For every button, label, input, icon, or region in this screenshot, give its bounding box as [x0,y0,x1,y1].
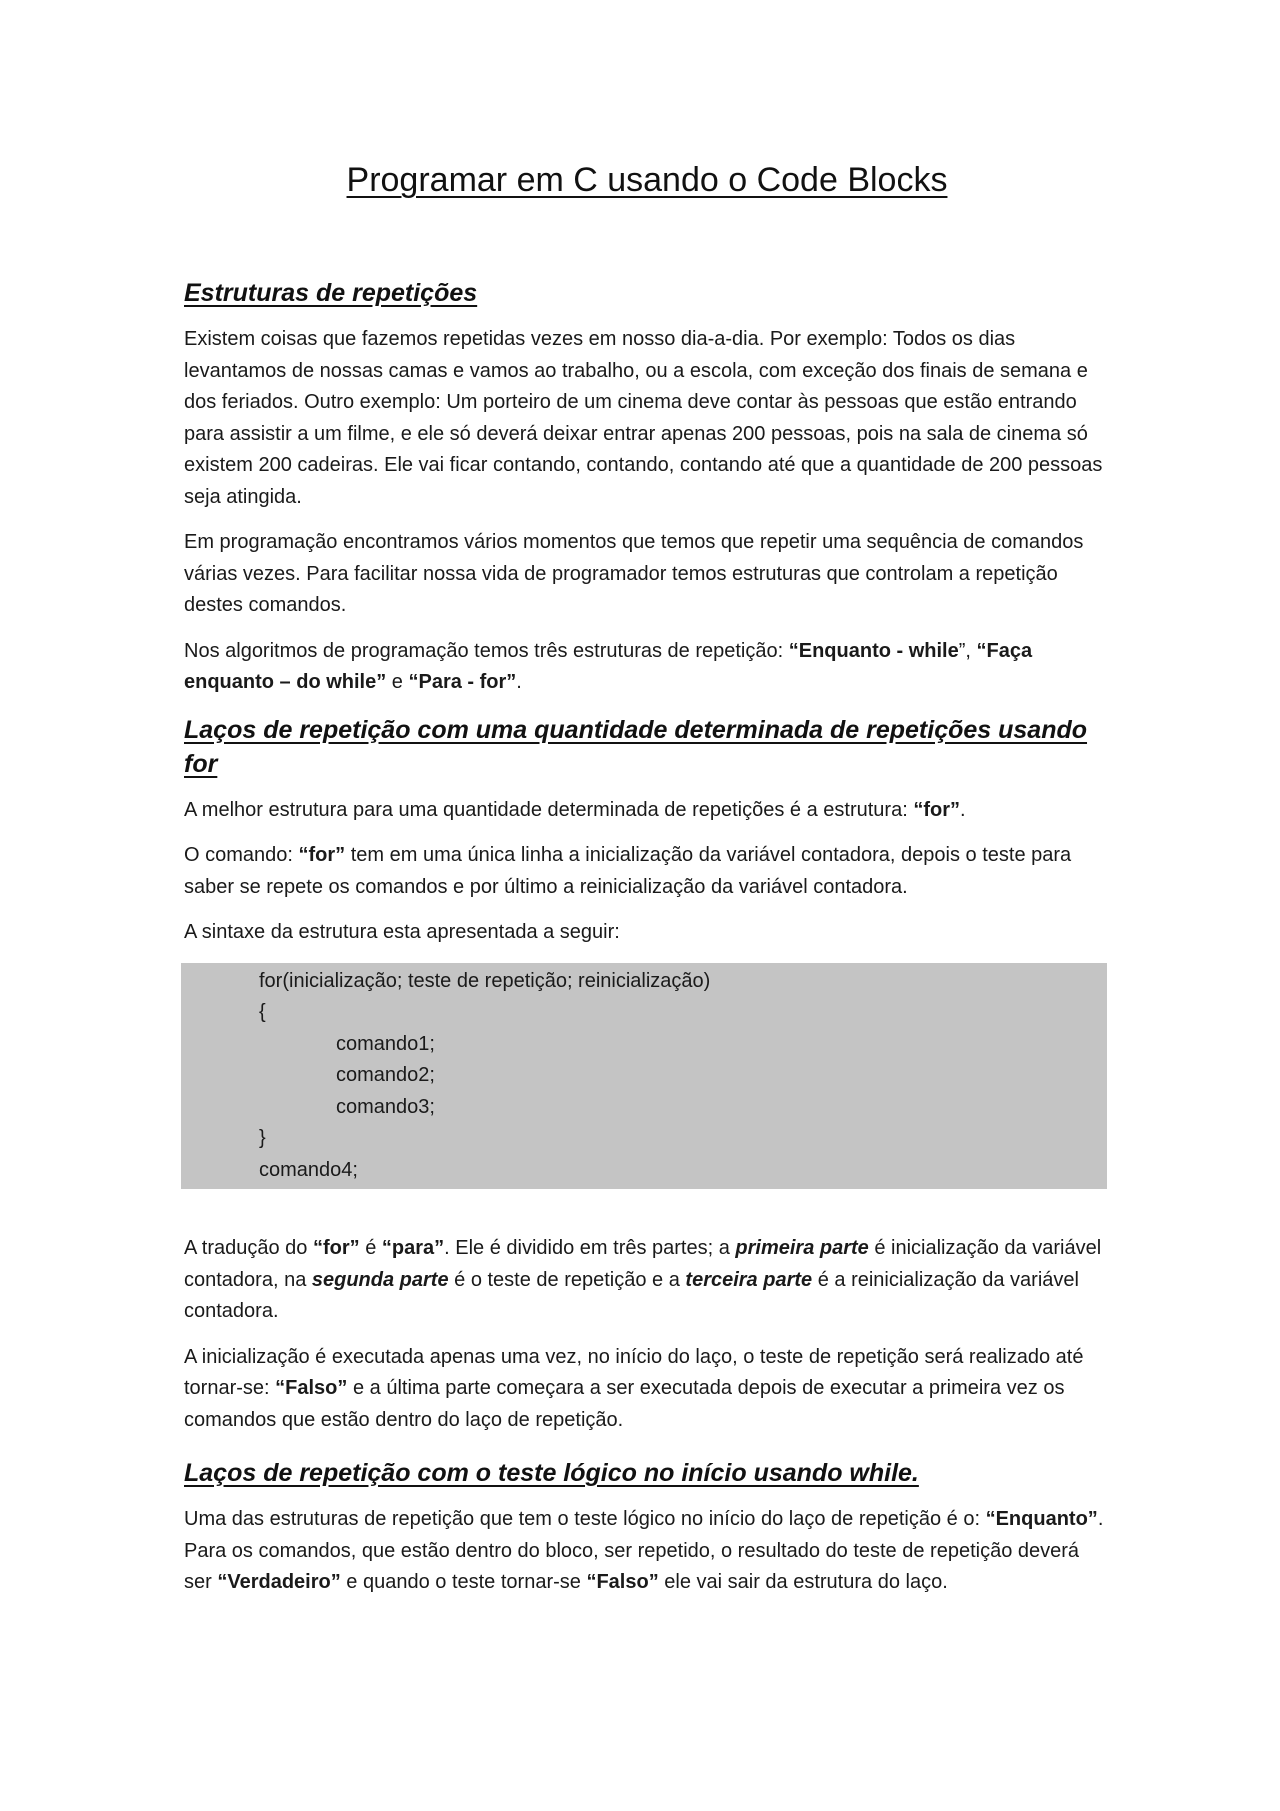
code-line: comando1; [336,1032,435,1055]
paragraph-while: Uma das estruturas de repetição que tem o teste lógico no início do laço de repetição é o: “Enquanto”. Para os comandos, que estão dentro do bloco, ser repetido, o resultado do teste de repetição deverá ser “Verdadeiro” e quando o teste tornar-se “Falso” ele vai sair da estrutura do laço. [184,1508,1104,1593]
paragraph-programming: Em programação encontramos vários momentos que temos que repetir uma sequência de comandos várias vezes. Para facilitar nossa vida de programador temos estruturas que controlam a repetição destes comandos. [184,531,1084,616]
paragraph-initialization: A inicialização é executada apenas uma vez, no início do laço, o teste de repetição será realizado até tornar-se: “Falso” e a última parte começara a ser executada depois de executar a primeira vez os comandos que estão dentro do laço de repetição. [184,1345,1084,1431]
document-body [184,276,1110,1613]
code-block [181,963,1107,1190]
code-line: { [259,1001,266,1023]
code-line: for(inicialização; teste de repetição; reinicialização) [259,969,711,992]
code-line: comando4; [259,1158,358,1181]
code-line: comando3; [336,1095,435,1118]
code-line: } [259,1127,266,1149]
paragraph-syntax-intro: A sintaxe da estrutura esta apresentada a seguir: [184,921,620,943]
paragraph-best-structure: A melhor estrutura para uma quantidade determinada de repetições é a estrutura: “for”. [184,798,966,821]
section-heading-while: Laços de repetição com o teste lógico no início usando while. [184,1459,919,1487]
page-title: Programar em C usando o Code Blocks [346,161,948,199]
paragraph-intro: Existem coisas que fazemos repetidas vezes em nosso dia-a-dia. Por exemplo: Todos os dias levantamos de nossas camas e vamos ao trabalho, ou a escola, com exceção dos finais de semana e dos feriados. Outro exemplo: Um porteiro de um cinema deve contar às pessoas que estão entrando para assistir a um filme, e ele só deverá deixar entrar apenas 200 pessoas, pois na sala de cinema só existem 200 cadeiras. Ele vai ficar contando, contando, contando até que a quantidade de 200 pessoas seja atingida. [184,328,1103,508]
section-heading-repetitions: Estruturas de repetições [184,279,478,307]
paragraph-structures: Nos algoritmos de programação temos três estruturas de repetição: “Enquanto - while”, “Faça enquanto – do while” e “Para - for”. [184,639,1033,693]
code-line: comando2; [336,1064,435,1086]
paragraph-for-command: O comando: “for” tem em uma única linha a inicialização da variável contadora, depois o teste para saber se repete os comandos e por último a reinicialização da variável contadora. [184,844,1072,898]
paragraph-translation: A tradução do “for” é “para”. Ele é dividido em três partes; a primeira parte é inicialização da variável contadora, na segunda parte é o teste de repetição e a terceira parte é a reinicialização da variável contadora. [184,1237,1102,1322]
section-heading-for: Laços de repetição com uma quantidade determinada de repetições usando for [184,715,1088,778]
